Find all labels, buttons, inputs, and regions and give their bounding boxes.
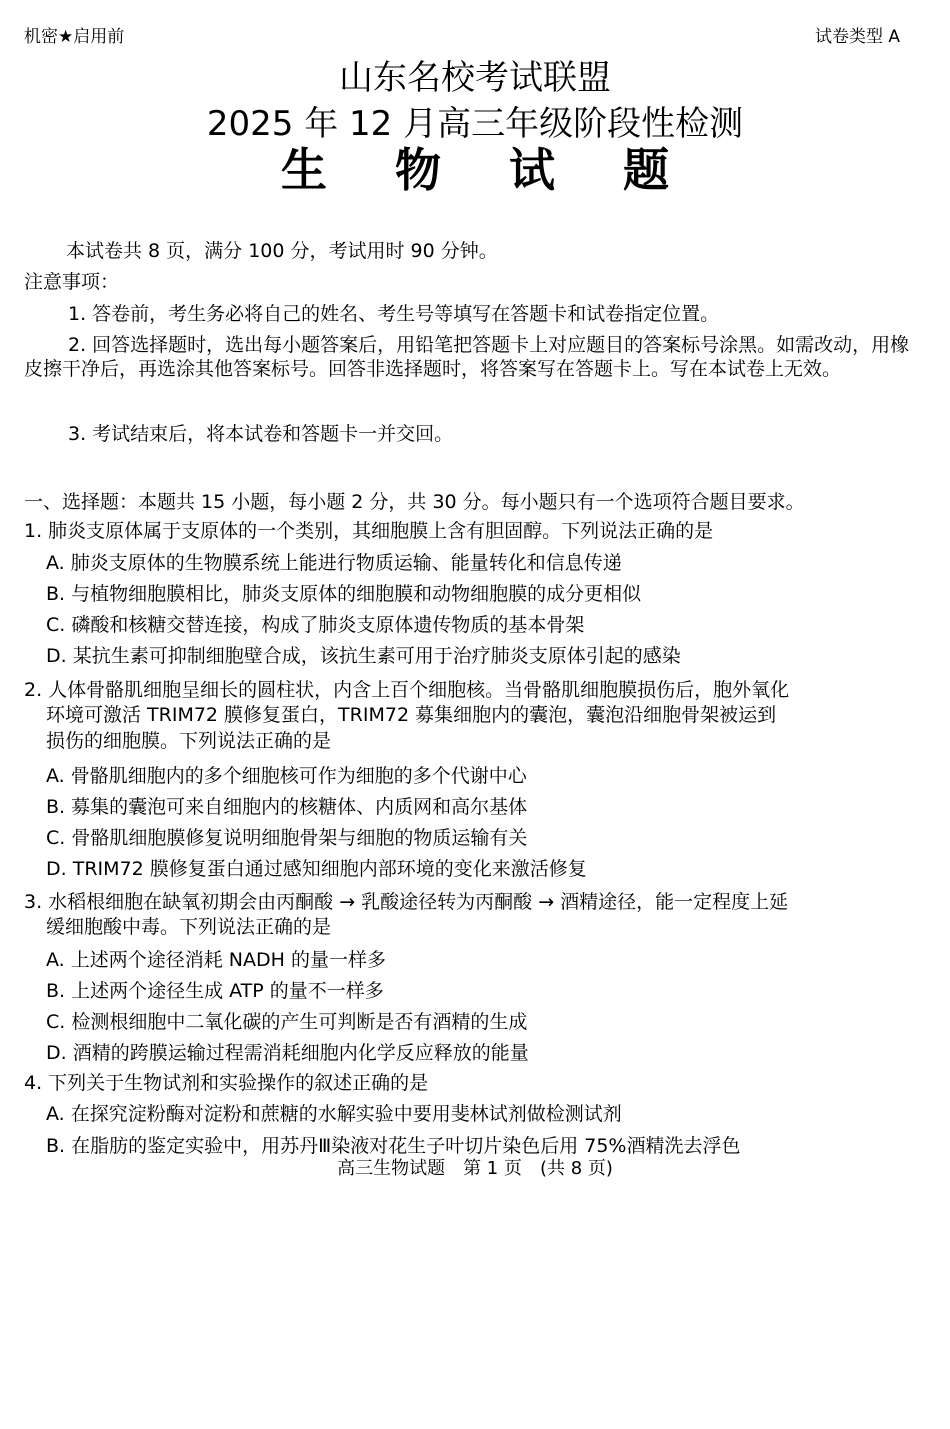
question-option: B. 募集的囊泡可来自细胞内的核糖体、内质网和高尔基体	[46, 796, 528, 818]
question-stem: 2. 人体骨骼肌细胞呈细长的圆柱状，内含上百个细胞核。当骨骼肌细胞膜损伤后，胞外氧化	[24, 679, 790, 701]
question-stem: 缓细胞酸中毒。下列说法正确的是	[46, 916, 332, 938]
question-stem: 损伤的细胞膜。下列说法正确的是	[46, 730, 332, 752]
page-footer: 高三生物试题 第 1 页 (共 8 页)	[337, 1158, 613, 1179]
question-stem: 环境可激活 TRIM72 膜修复蛋白，TRIM72 募集细胞内的囊泡，囊泡沿细胞骨架被运到	[46, 704, 777, 726]
note-item: 3. 考试结束后，将本试卷和答题卡一并交回。	[68, 423, 454, 445]
question-option: B. 与植物细胞膜相比，肺炎支原体的细胞膜和动物细胞膜的成分更相似	[46, 583, 642, 605]
question-option: C. 检测根细胞中二氧化碳的产生可判断是否有酒精的生成	[46, 1011, 528, 1033]
confidential-label: 机密★启用前	[24, 27, 125, 47]
question-option: A. 骨骼肌细胞内的多个细胞核可作为细胞的多个代谢中心	[46, 765, 527, 787]
question-option: C. 磷酸和核糖交替连接，构成了肺炎支原体遗传物质的基本骨架	[46, 614, 585, 636]
notes-heading: 注意事项：	[24, 271, 120, 293]
paper-type-label: 试卷类型 A	[815, 27, 901, 47]
note-item: 1. 答卷前，考生务必将自己的姓名、考生号等填写在答题卡和试卷指定位置。	[68, 303, 720, 325]
question-option: C. 骨骼肌细胞膜修复说明细胞骨架与细胞的物质运输有关	[46, 827, 528, 849]
question-option: B. 上述两个途径生成 ATP 的量不一样多	[46, 980, 384, 1002]
section-heading: 一、选择题：本题共 15 小题，每小题 2 分，共 30 分。每小题只有一个选项符合题目要求。	[24, 491, 805, 513]
question-option: A. 肺炎支原体的生物膜系统上能进行物质运输、能量转化和信息传递	[46, 552, 622, 574]
question-stem: 3. 水稻根细胞在缺氧初期会由丙酮酸 → 乳酸途径转为丙酮酸 → 酒精途径，能一定程度上延	[24, 891, 789, 913]
question-option: B. 在脂肪的鉴定实验中，用苏丹Ⅲ染液对花生子叶切片染色后用 75%酒精洗去浮色	[46, 1135, 741, 1157]
question-option: A. 在探究淀粉酶对淀粉和蔗糖的水解实验中要用斐林试剂做检测试剂	[46, 1103, 622, 1125]
subject-title: 生 物 试 题	[280, 143, 696, 197]
note-item: 2. 回答选择题时，选出每小题答案后，用铅笔把答题卡上对应题目的答案标号涂黑。如需改动，用橡皮擦干净后，再选涂其他答案标号。回答非选择题时，将答案写在答题卡上。写在本试卷上无效。	[24, 334, 910, 380]
question-option: D. TRIM72 膜修复蛋白通过感知细胞内部环境的变化来激活修复	[46, 858, 587, 880]
question-option: A. 上述两个途径消耗 NADH 的量一样多	[46, 949, 386, 971]
exam-intro: 本试卷共 8 页，满分 100 分，考试用时 90 分钟。	[66, 240, 498, 262]
question-option: D. 某抗生素可抑制细胞壁合成，该抗生素可用于治疗肺炎支原体引起的感染	[46, 645, 681, 667]
question-stem: 1. 肺炎支原体属于支原体的一个类别，其细胞膜上含有胆固醇。下列说法正确的是	[24, 520, 714, 542]
question-stem: 4. 下列关于生物试剂和实验操作的叙述正确的是	[24, 1072, 429, 1094]
exam-session-title: 2025 年 12 月高三年级阶段性检测	[206, 104, 744, 144]
question-option: D. 酒精的跨膜运输过程需消耗细胞内化学反应释放的能量	[46, 1042, 529, 1064]
exam-alliance-title: 山东名校考试联盟	[339, 58, 611, 98]
